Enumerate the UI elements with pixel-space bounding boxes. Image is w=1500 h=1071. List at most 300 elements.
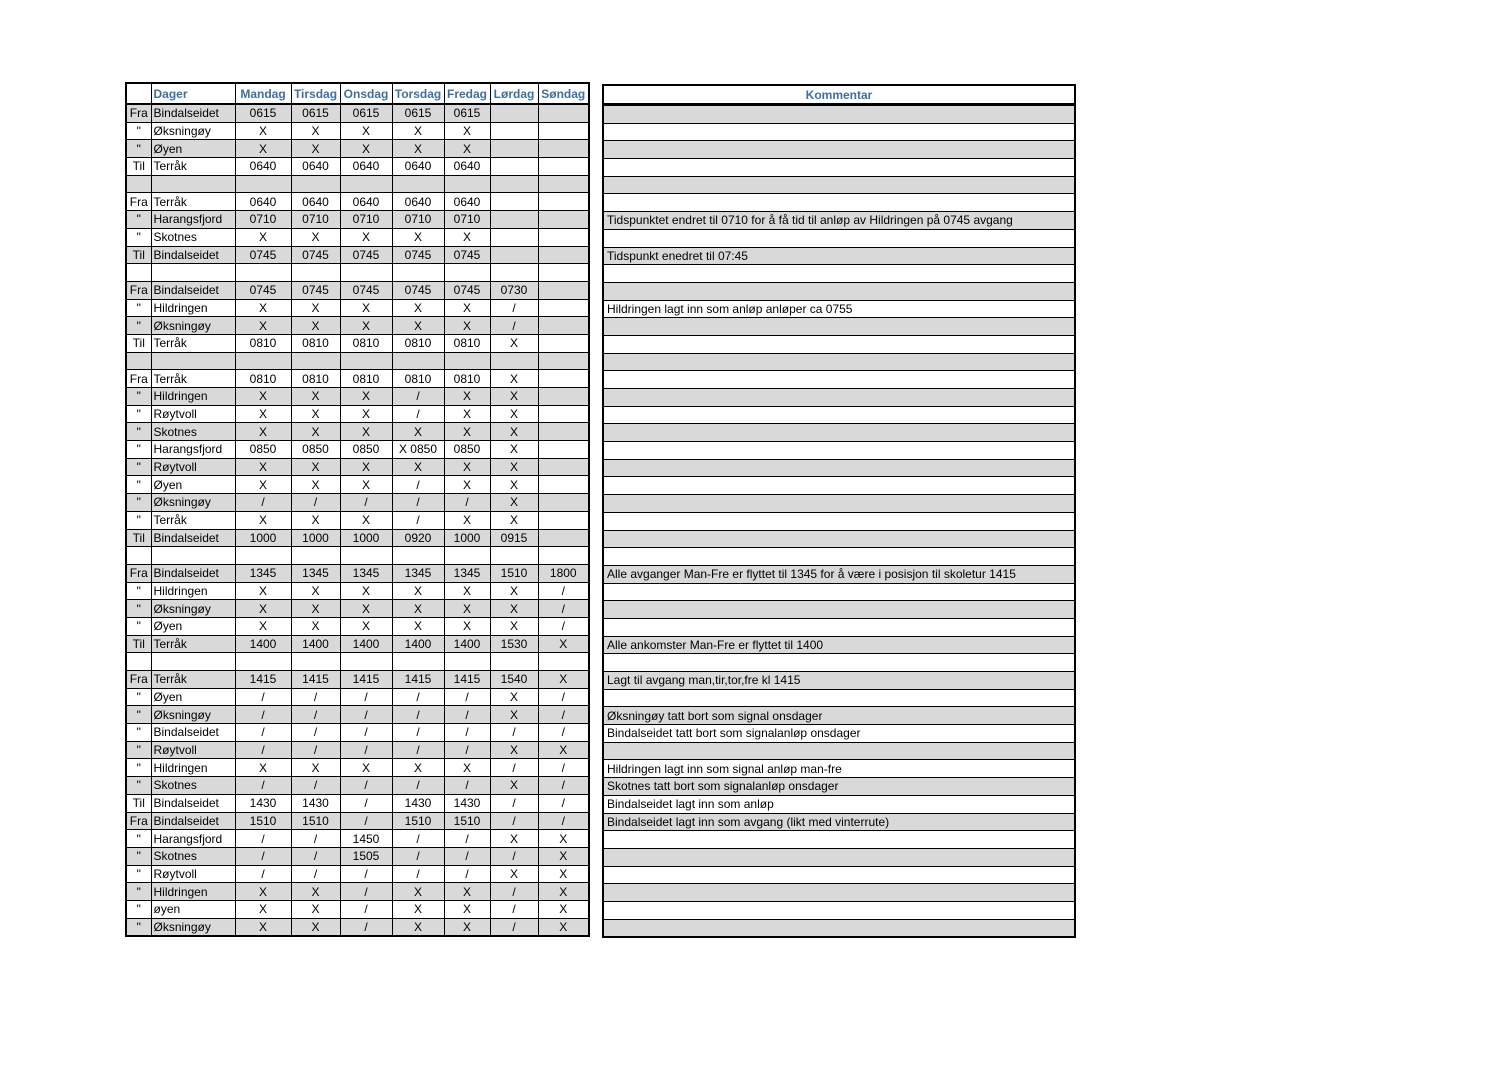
row-direction: Til — [126, 529, 151, 547]
row-time-cell — [291, 653, 340, 671]
row-time-cell: X — [490, 458, 538, 476]
row-time-cell: / — [392, 511, 444, 529]
schedule-row — [126, 529, 589, 547]
row-time-cell: / — [490, 812, 538, 830]
schedule-row — [126, 458, 589, 476]
row-time-cell: / — [392, 388, 444, 406]
row-time-cell: X — [444, 122, 490, 140]
comment-row — [603, 265, 1075, 283]
schedule-row — [126, 706, 589, 724]
comment-row — [603, 707, 1075, 725]
row-time-cell: / — [340, 494, 392, 512]
row-time-cell: 0615 — [235, 104, 291, 122]
row-time-cell: 0745 — [340, 246, 392, 264]
row-time-cell: / — [392, 741, 444, 759]
row-time-cell: 0640 — [444, 193, 490, 211]
row-time-cell: X — [490, 830, 538, 848]
row-time-cell — [538, 476, 589, 494]
row-comment — [603, 335, 1075, 353]
row-comment: Øksningøy tatt bort som signal onsdager — [603, 707, 1075, 725]
row-direction: " — [126, 476, 151, 494]
row-time-cell: X 0850 — [392, 441, 444, 459]
row-direction: " — [126, 741, 151, 759]
row-time-cell: 0850 — [235, 441, 291, 459]
comment-row — [603, 371, 1075, 389]
row-place: Øksningøy — [151, 918, 235, 936]
row-comment — [603, 530, 1075, 548]
row-time-cell: 0850 — [444, 441, 490, 459]
row-place: Bindalseidet — [151, 724, 235, 742]
schedule-row — [126, 865, 589, 883]
row-time-cell — [291, 547, 340, 565]
row-direction: " — [126, 441, 151, 459]
row-time-cell: 0810 — [392, 334, 444, 352]
row-time-cell: X — [490, 441, 538, 459]
row-time-cell: X — [235, 388, 291, 406]
row-direction: Til — [126, 158, 151, 176]
row-time-cell: X — [490, 617, 538, 635]
row-comment — [603, 194, 1075, 212]
row-time-cell: X — [235, 405, 291, 423]
row-time-cell: 1400 — [291, 635, 340, 653]
schedule-row — [126, 494, 589, 512]
row-time-cell — [538, 228, 589, 246]
comment-row — [603, 477, 1075, 495]
row-time-cell — [340, 352, 392, 370]
row-time-cell: 0745 — [392, 246, 444, 264]
comment-row — [603, 583, 1075, 601]
row-place: Øksningøy — [151, 317, 235, 335]
row-time-cell: / — [490, 847, 538, 865]
row-comment — [603, 176, 1075, 194]
row-time-cell: 1000 — [235, 529, 291, 547]
row-place: Bindalseidet — [151, 794, 235, 812]
row-comment — [603, 831, 1075, 849]
row-time-cell: X — [444, 317, 490, 335]
header-kommentar: Kommentar — [603, 85, 1075, 105]
comment-row — [603, 194, 1075, 212]
row-place: Røytvoll — [151, 405, 235, 423]
row-time-cell: 0710 — [340, 211, 392, 229]
row-time-cell: X — [392, 617, 444, 635]
row-direction: Fra — [126, 812, 151, 830]
row-time-cell: / — [490, 918, 538, 936]
row-time-cell — [490, 547, 538, 565]
row-time-cell: X — [392, 458, 444, 476]
row-time-cell: / — [392, 830, 444, 848]
row-comment: Tidspunkt enedret til 07:45 — [603, 247, 1075, 265]
row-time-cell — [490, 264, 538, 282]
row-time-cell: 0710 — [235, 211, 291, 229]
row-time-cell: 1345 — [340, 564, 392, 582]
row-comment — [603, 884, 1075, 902]
row-direction: " — [126, 865, 151, 883]
row-time-cell: 0810 — [291, 370, 340, 388]
row-time-cell: 0640 — [235, 193, 291, 211]
row-time-cell: 0810 — [235, 334, 291, 352]
row-time-cell: X — [444, 582, 490, 600]
row-time-cell: X — [291, 759, 340, 777]
schedule-row — [126, 511, 589, 529]
row-comment — [603, 459, 1075, 477]
row-time-cell: / — [291, 830, 340, 848]
row-time-cell: / — [444, 847, 490, 865]
row-time-cell: X — [538, 741, 589, 759]
row-time-cell: 1510 — [490, 564, 538, 582]
row-direction: " — [126, 883, 151, 901]
schedule-row — [126, 441, 589, 459]
row-time-cell: X — [340, 582, 392, 600]
row-comment: Alle avganger Man-Fre er flyttet til 1345 for å være i posisjon til skoletur 1415 — [603, 565, 1075, 583]
row-direction: " — [126, 847, 151, 865]
row-time-cell: X — [444, 759, 490, 777]
row-time-cell: 0745 — [291, 246, 340, 264]
row-time-cell: X — [444, 600, 490, 618]
row-time-cell — [538, 547, 589, 565]
schedule-row — [126, 317, 589, 335]
row-direction: " — [126, 582, 151, 600]
row-time-cell: / — [392, 724, 444, 742]
schedule-row — [126, 564, 589, 582]
row-time-cell: 0640 — [392, 193, 444, 211]
row-time-cell: / — [340, 883, 392, 901]
row-comment: Bindalseidet lagt inn som anløp — [603, 795, 1075, 813]
row-time-cell — [490, 246, 538, 264]
row-time-cell: X — [444, 883, 490, 901]
row-time-cell: / — [392, 777, 444, 795]
row-time-cell: X — [291, 582, 340, 600]
row-time-cell — [538, 211, 589, 229]
row-time-cell: 0810 — [235, 370, 291, 388]
schedule-row — [126, 299, 589, 317]
schedule-row — [126, 334, 589, 352]
row-time-cell: 0640 — [392, 158, 444, 176]
row-comment — [603, 389, 1075, 407]
row-place: Øyen — [151, 140, 235, 158]
row-time-cell: X — [490, 388, 538, 406]
schedule-row — [126, 635, 589, 653]
row-time-cell — [340, 175, 392, 193]
row-time-cell: / — [490, 317, 538, 335]
comment-row — [603, 406, 1075, 424]
row-time-cell: / — [538, 724, 589, 742]
row-place: Hildringen — [151, 388, 235, 406]
row-time-cell: 1345 — [392, 564, 444, 582]
row-comment — [603, 848, 1075, 866]
comment-row — [603, 512, 1075, 530]
row-time-cell: 0640 — [291, 193, 340, 211]
row-time-cell: 1415 — [291, 671, 340, 689]
schedule-row — [126, 476, 589, 494]
row-time-cell: X — [490, 741, 538, 759]
row-comment — [603, 159, 1075, 177]
row-place: Øksningøy — [151, 600, 235, 618]
row-direction: Fra — [126, 193, 151, 211]
row-time-cell: X — [235, 759, 291, 777]
row-time-cell: / — [538, 777, 589, 795]
row-time-cell: X — [538, 847, 589, 865]
row-time-cell: 1430 — [392, 794, 444, 812]
row-time-cell — [392, 175, 444, 193]
row-time-cell: X — [235, 883, 291, 901]
row-direction — [126, 653, 151, 671]
row-time-cell: 0915 — [490, 529, 538, 547]
comment-row — [603, 442, 1075, 460]
row-comment — [603, 477, 1075, 495]
row-direction: " — [126, 900, 151, 918]
row-direction: " — [126, 388, 151, 406]
row-time-cell — [538, 388, 589, 406]
row-place: Røytvoll — [151, 741, 235, 759]
row-time-cell: X — [291, 900, 340, 918]
row-comment — [603, 866, 1075, 884]
row-time-cell: X — [490, 476, 538, 494]
comment-row — [603, 848, 1075, 866]
row-direction: Fra — [126, 104, 151, 122]
row-direction: " — [126, 211, 151, 229]
comment-row — [603, 565, 1075, 583]
row-time-cell: X — [444, 388, 490, 406]
row-time-cell — [538, 299, 589, 317]
row-time-cell: / — [444, 706, 490, 724]
schedule-row — [126, 211, 589, 229]
header-tirsdag: Tirsdag — [291, 83, 340, 104]
row-time-cell: 0745 — [444, 281, 490, 299]
row-time-cell — [340, 264, 392, 282]
row-place: Bindalseidet — [151, 246, 235, 264]
row-time-cell: X — [392, 317, 444, 335]
row-time-cell — [235, 352, 291, 370]
row-direction: " — [126, 688, 151, 706]
row-time-cell: X — [340, 759, 392, 777]
row-time-cell: 0710 — [444, 211, 490, 229]
row-time-cell — [291, 352, 340, 370]
row-time-cell: / — [235, 830, 291, 848]
row-place: Øyen — [151, 476, 235, 494]
comment-body — [603, 105, 1075, 938]
schedule-row — [126, 104, 589, 122]
row-time-cell: 0810 — [291, 334, 340, 352]
row-time-cell: / — [340, 724, 392, 742]
row-time-cell: 0920 — [392, 529, 444, 547]
schedule-row — [126, 688, 589, 706]
row-time-cell: 0640 — [340, 158, 392, 176]
row-time-cell: X — [235, 582, 291, 600]
row-time-cell: / — [444, 741, 490, 759]
schedule-row — [126, 847, 589, 865]
row-time-cell: X — [490, 600, 538, 618]
row-time-cell: / — [538, 794, 589, 812]
row-direction: Til — [126, 334, 151, 352]
row-time-cell: X — [392, 759, 444, 777]
row-time-cell: X — [340, 122, 392, 140]
row-comment — [603, 919, 1075, 937]
row-direction: " — [126, 706, 151, 724]
row-time-cell: / — [392, 847, 444, 865]
row-direction: " — [126, 777, 151, 795]
row-direction — [126, 175, 151, 193]
row-direction — [126, 264, 151, 282]
schedule-row — [126, 370, 589, 388]
comment-row — [603, 884, 1075, 902]
row-comment — [603, 512, 1075, 530]
row-time-cell: / — [340, 900, 392, 918]
row-time-cell: / — [235, 494, 291, 512]
row-time-cell: 1510 — [444, 812, 490, 830]
row-time-cell: 0640 — [235, 158, 291, 176]
row-place: Røytvoll — [151, 865, 235, 883]
row-place: Terråk — [151, 334, 235, 352]
row-time-cell: / — [538, 706, 589, 724]
row-time-cell — [538, 281, 589, 299]
row-time-cell — [538, 370, 589, 388]
row-time-cell: 1800 — [538, 564, 589, 582]
row-time-cell: X — [392, 918, 444, 936]
row-time-cell: 1000 — [291, 529, 340, 547]
row-time-cell: 0745 — [235, 246, 291, 264]
row-time-cell: X — [538, 918, 589, 936]
schedule-row — [126, 812, 589, 830]
row-place: Øyen — [151, 688, 235, 706]
row-time-cell: 1510 — [291, 812, 340, 830]
row-direction: " — [126, 617, 151, 635]
comment-row — [603, 654, 1075, 672]
row-time-cell: X — [490, 688, 538, 706]
row-direction: " — [126, 423, 151, 441]
row-direction: " — [126, 918, 151, 936]
row-time-cell: X — [444, 511, 490, 529]
row-time-cell: X — [235, 600, 291, 618]
comment-row — [603, 353, 1075, 371]
schedule-row — [126, 883, 589, 901]
row-place: Bindalseidet — [151, 104, 235, 122]
comment-row — [603, 919, 1075, 937]
row-time-cell: X — [490, 405, 538, 423]
row-place: Hildringen — [151, 299, 235, 317]
row-comment — [603, 318, 1075, 336]
row-place: Bindalseidet — [151, 812, 235, 830]
row-place: Harangsfjord — [151, 211, 235, 229]
row-comment — [603, 618, 1075, 636]
row-place: Terråk — [151, 193, 235, 211]
row-time-cell: 0810 — [340, 370, 392, 388]
row-time-cell: / — [538, 812, 589, 830]
row-time-cell: / — [444, 777, 490, 795]
row-time-cell — [538, 352, 589, 370]
row-time-cell: X — [340, 228, 392, 246]
row-time-cell: / — [291, 741, 340, 759]
row-time-cell: / — [340, 918, 392, 936]
row-time-cell: / — [340, 865, 392, 883]
comment-row — [603, 866, 1075, 884]
row-time-cell: X — [444, 228, 490, 246]
row-place: Terråk — [151, 511, 235, 529]
row-comment — [603, 406, 1075, 424]
row-time-cell — [490, 175, 538, 193]
row-time-cell: / — [291, 847, 340, 865]
row-time-cell: / — [444, 724, 490, 742]
row-comment — [603, 105, 1075, 124]
row-comment — [603, 548, 1075, 566]
row-place: Hildringen — [151, 759, 235, 777]
row-time-cell: X — [291, 388, 340, 406]
comment-row — [603, 300, 1075, 318]
row-time-cell — [538, 122, 589, 140]
row-time-cell: / — [538, 759, 589, 777]
row-time-cell: 0850 — [340, 441, 392, 459]
row-time-cell: X — [392, 582, 444, 600]
row-direction: " — [126, 122, 151, 140]
row-time-cell: 1450 — [340, 830, 392, 848]
row-time-cell: 1505 — [340, 847, 392, 865]
row-direction — [126, 547, 151, 565]
row-time-cell: / — [490, 724, 538, 742]
comment-row — [603, 141, 1075, 159]
row-time-cell — [444, 352, 490, 370]
row-place: Bindalseidet — [151, 281, 235, 299]
header-dir — [126, 83, 151, 104]
row-place: Øksningøy — [151, 122, 235, 140]
row-time-cell: X — [490, 582, 538, 600]
row-comment — [603, 742, 1075, 760]
row-place: Terråk — [151, 158, 235, 176]
row-time-cell: 1415 — [340, 671, 392, 689]
row-comment: Skotnes tatt bort som signalanløp onsdager — [603, 778, 1075, 796]
row-time-cell — [235, 547, 291, 565]
row-time-cell — [235, 175, 291, 193]
schedule-row — [126, 582, 589, 600]
row-time-cell: X — [235, 140, 291, 158]
row-time-cell: X — [444, 476, 490, 494]
row-time-cell: X — [538, 671, 589, 689]
row-time-cell: X — [392, 600, 444, 618]
row-time-cell — [538, 317, 589, 335]
row-time-cell: X — [340, 423, 392, 441]
row-time-cell: / — [444, 865, 490, 883]
row-comment — [603, 654, 1075, 672]
row-time-cell: X — [444, 900, 490, 918]
row-time-cell — [490, 122, 538, 140]
row-time-cell — [538, 458, 589, 476]
row-comment — [603, 265, 1075, 283]
row-time-cell: X — [291, 299, 340, 317]
row-time-cell — [291, 264, 340, 282]
row-comment: Bindalseidet tatt bort som signalanløp onsdager — [603, 725, 1075, 743]
comment-row — [603, 760, 1075, 778]
header-fredag: Fredag — [444, 83, 490, 104]
row-time-cell: X — [392, 228, 444, 246]
row-time-cell: X — [235, 228, 291, 246]
row-time-cell: X — [538, 635, 589, 653]
schedule-row — [126, 653, 589, 671]
schedule-row — [126, 158, 589, 176]
row-time-cell — [538, 158, 589, 176]
row-time-cell: / — [392, 494, 444, 512]
row-time-cell: X — [392, 900, 444, 918]
row-time-cell: / — [291, 724, 340, 742]
comment-row — [603, 335, 1075, 353]
row-time-cell: / — [538, 688, 589, 706]
row-comment — [603, 495, 1075, 513]
row-place: Skotnes — [151, 847, 235, 865]
row-time-cell — [490, 104, 538, 122]
row-time-cell: X — [392, 423, 444, 441]
header-onsdag: Onsdag — [340, 83, 392, 104]
row-direction: " — [126, 759, 151, 777]
comment-row — [603, 389, 1075, 407]
row-time-cell: X — [340, 405, 392, 423]
row-time-cell — [538, 511, 589, 529]
